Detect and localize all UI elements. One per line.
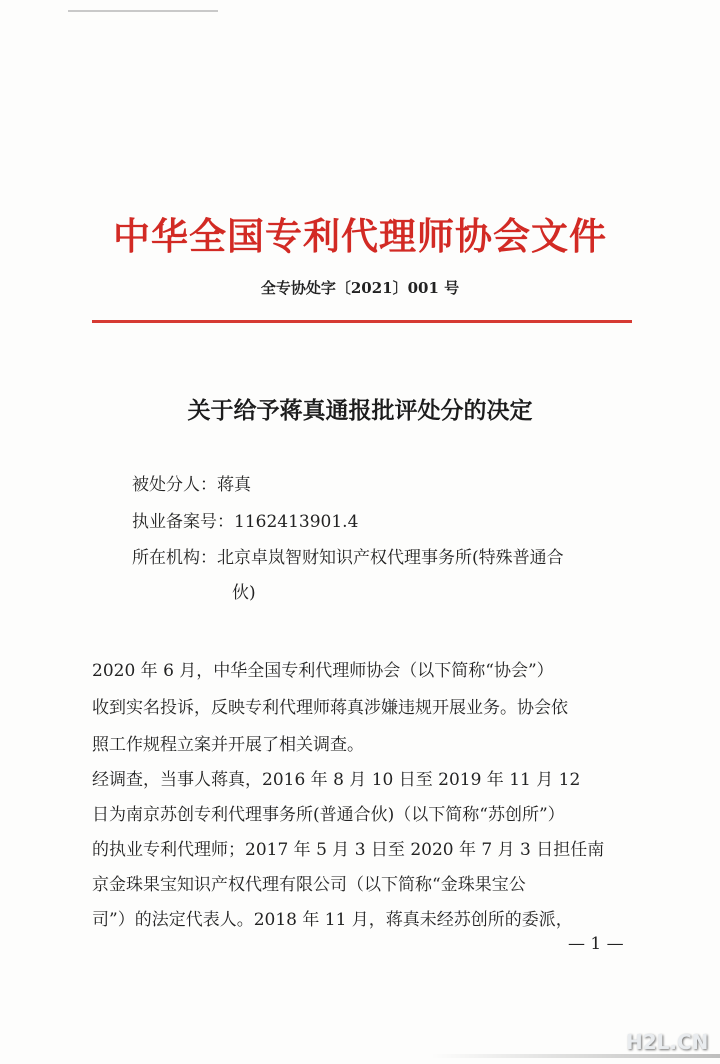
paragraph-line: 司”）的法定代表人。2018 年 11 月，蒋真未经苏创所的委派， bbox=[92, 910, 573, 930]
license-field bbox=[132, 507, 358, 532]
paragraph-line: 经调查，当事人蒋真，2016 年 8 月 10 日至 2019 年 11 月 12 bbox=[92, 770, 581, 790]
page-number: — 1 — bbox=[568, 934, 624, 954]
decision-title: 关于给予蒋真通报批评处分的决定 bbox=[187, 397, 533, 424]
paragraph-line: 2020 年 6 月，中华全国专利代理师协会（以下简称“协会”） bbox=[92, 661, 554, 681]
paragraph-line: 京金珠果宝知识产权代理有限公司（以下简称“金珠果宝公 bbox=[92, 875, 526, 895]
paragraph-line: 的执业专利代理师；2017 年 5 月 3 日至 2020 年 7 月 3 日担任南 bbox=[92, 840, 605, 860]
subject-label: 被处分人： bbox=[132, 475, 217, 495]
paragraph-line: 日为南京苏创专利代理事务所(普通合伙)（以下简称“苏创所”） bbox=[92, 805, 565, 825]
subject-field bbox=[132, 470, 251, 495]
subject-value: 蒋真 bbox=[217, 475, 251, 495]
top-scan-line bbox=[68, 10, 218, 12]
scan-edge-shadow bbox=[430, 1054, 720, 1058]
document-header-title: 中华全国专利代理师协会文件 bbox=[113, 215, 607, 258]
org-value-continued: 伙) bbox=[232, 583, 256, 603]
site-watermark: H2L.CN bbox=[626, 1030, 709, 1054]
license-label: 执业备案号： bbox=[132, 512, 234, 532]
license-value: 1162413901.4 bbox=[234, 512, 359, 532]
red-divider bbox=[92, 320, 632, 323]
document-number: 全专协处字〔2021〕001 号 bbox=[260, 279, 460, 297]
paragraph-line: 照工作规程立案并开展了相关调查。 bbox=[92, 735, 364, 755]
org-label: 所在机构： bbox=[132, 548, 217, 568]
org-value: 北京卓岚智财知识产权代理事务所(特殊普通合 bbox=[217, 548, 564, 568]
paragraph-line: 收到实名投诉，反映专利代理师蒋真涉嫌违规开展业务。协会依 bbox=[92, 698, 568, 718]
org-field bbox=[132, 543, 564, 568]
